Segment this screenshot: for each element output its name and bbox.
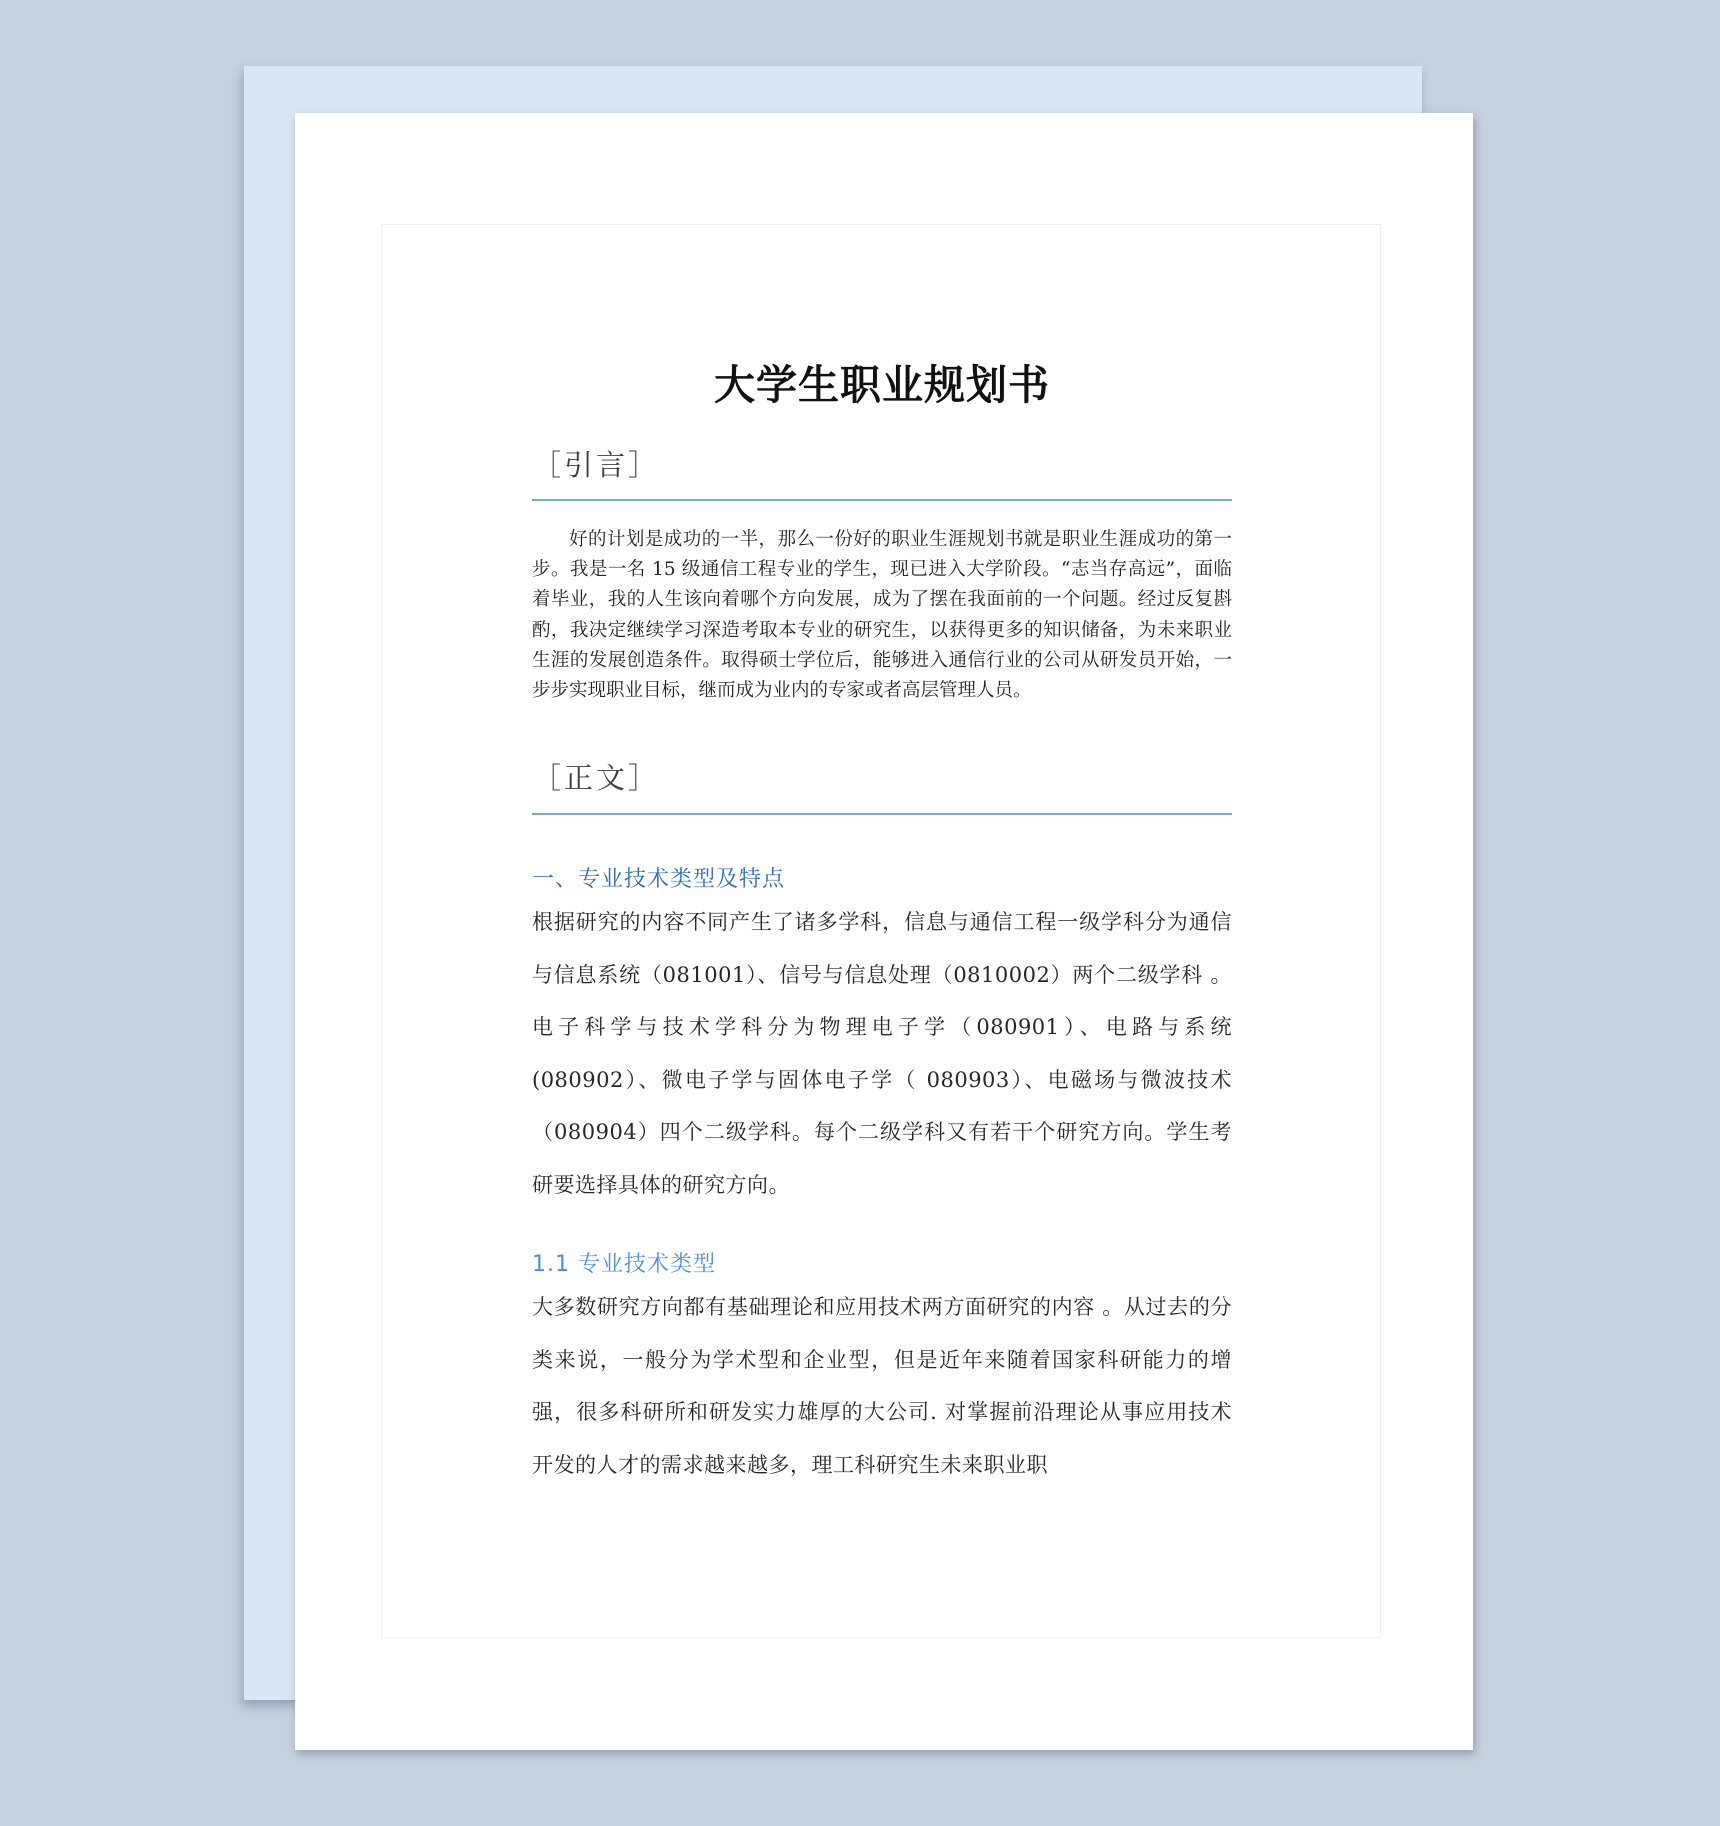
- intro-divider: [532, 499, 1232, 501]
- document-title: 大学生职业规划书: [714, 361, 1050, 409]
- main-heading: ［正文］: [532, 761, 661, 795]
- section-heading: 一、专业技术类型及特点: [532, 867, 786, 892]
- section-paragraph: 根据研究的内容不同产生了诸多学科，信息与通信工程一级学科分为通信与信息系统（081001）、信号与信息处理（0810002）两个二级学科 。电子科学与技术学科分为物理电子学（080901）、电路与系统(080902）、微电子学与固体电子学（ 080903）、电磁场与微波技术（080904）四个二级学科。每个二级学科又有若干个研究方向。学生考研要选择具体的研究方向。: [532, 910, 1232, 1197]
- main-divider: [532, 813, 1232, 815]
- front-page-sheet: [295, 113, 1473, 1750]
- subsection-paragraph: 大多数研究方向都有基础理论和应用技术两方面研究的内容 。从过去的分类来说，一般分为学术型和企业型，但是近年来随着国家科研能力的增强，很多科研所和研发实力雄厚的大公司. 对掌握前沿理论从事应用技术开发的人才的需求越来越多，理工科研究生未来职业职: [532, 1295, 1232, 1477]
- subsection-heading: 1.1 专业技术类型: [532, 1252, 716, 1277]
- intro-heading: ［引言］: [532, 448, 661, 482]
- intro-paragraph: 好的计划是成功的一半，那么一份好的职业生涯规划书就是职业生涯成功的第一步。我是一名 15 级通信工程专业的学生，现已进入大学阶段。“志当存高远”，面临着毕业，我的人生该向着哪个方向发展，成为了摆在我面前的一个问题。经过反复斟酌，我决定继续学习深造考取本专业的研究生，以获得更多的知识储备，为未来职业生涯的发展创造条件。取得硕士学位后，能够进入通信行业的公司从研发员开始，一步步实现职业目标，继而成为业内的专家或者高层管理人员。: [532, 529, 1232, 702]
